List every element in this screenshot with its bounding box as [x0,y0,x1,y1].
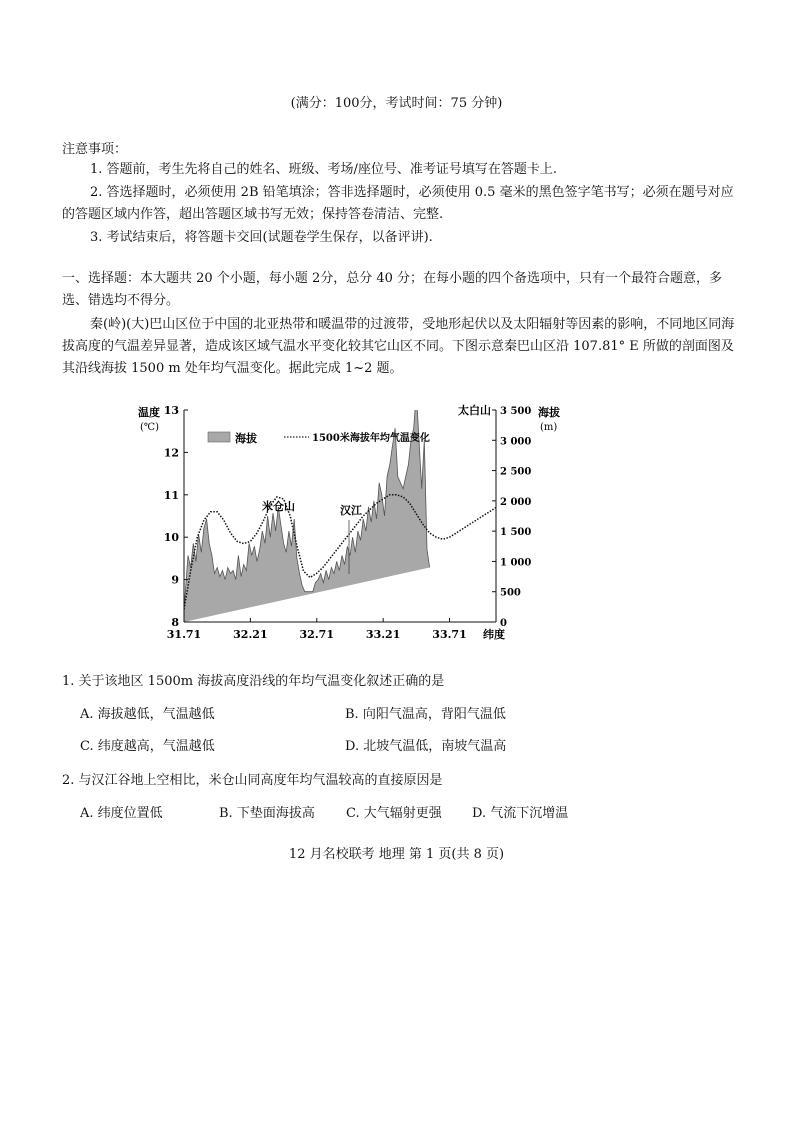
section-title: 一、选择题：本大题共 20 个小题，每小题 2分，总分 40 分；在每小题的四个备选项中，只有一个最符合题意，多选、错选均不得分。 [62,271,723,308]
q1-option-b: B. 向阳气温高，背阳气温低 [345,707,506,722]
annotation-taibai: 太白山 [458,404,491,417]
left-axis-label-2: (℃) [140,422,159,433]
left-tick-label: 9 [171,573,179,587]
right-tick-label: 2 000 [500,496,532,508]
x-tick-label: 32.71 [299,628,334,641]
q2-option-a: A. 纬度位置低 [80,806,163,821]
annotation-hanjiang: 汉江 [340,504,362,517]
elevation-area [184,392,430,622]
right-tick-label: 0 [500,618,507,629]
score-line: (满分：100分，考试时间：75 分钟) [290,96,503,111]
notice-item-3: 3. 考试结束后，将答题卡交回(试题卷学生保存，以备评讲). [90,230,433,245]
right-tick-label: 2 500 [500,466,532,478]
legend-temperature-label: 1500米海拔年均气温变化 [312,433,430,444]
annotation-micang: 米仓山 [262,500,295,513]
x-tick-label: 33.71 [432,628,467,641]
x-tick-label: 33.21 [365,628,401,641]
legend-elevation-swatch [208,432,230,442]
right-tick-label: 1 500 [500,527,532,539]
right-axis-label-2: (m) [540,422,558,433]
right-tick-label: 3 500 [500,406,532,417]
right-tick-label: 500 [500,587,521,599]
left-axis-label-1: 温度 [138,406,160,419]
q1-option-a: A. 海拔越低，气温越低 [80,707,215,722]
left-tick-label: 13 [163,404,179,417]
x-tick-label: 31.71 [166,628,202,641]
notice-title: 注意事项： [62,142,128,157]
q2-option-c: C. 大气辐射更强 [346,806,442,821]
right-tick-label: 3 000 [500,436,532,448]
q2-option-d: D. 气流下沉增温 [472,806,569,821]
profile-chart [134,398,560,648]
left-tick-label: 12 [163,446,179,460]
page-footer: 12 月名校联考 地理 第 1 页(共 8 页) [288,847,505,862]
right-tick-label: 1 000 [500,557,532,569]
legend-elevation-label: 海拔 [235,432,257,445]
q1-option-c: C. 纬度越高，气温越低 [80,739,215,754]
right-axis-label-1: 海拔 [538,406,560,419]
notice-item-1: 1. 答题前，考生先将自己的姓名、班级、考场/座位号、准考证号填写在答题卡上. [90,162,558,177]
left-tick-label: 11 [163,488,179,502]
question-2-stem: 2. 与汉江谷地上空相比，米仓山同高度年均气温较高的直接原因是 [62,773,443,788]
question-1-stem: 1. 关于该地区 1500m 海拔高度沿线的年均气温变化叙述正确的是 [62,674,445,689]
left-tick-label: 8 [171,616,179,629]
q1-option-d: D. 北坡气温低，南坡气温高 [345,739,507,754]
notice-item-2: 2. 答选择题时，必须使用 2B 铅笔填涂；答非选择题时，必须使用 0.5 毫米的黑色签字笔书写；必须在题号对应的答题区域内作答，超出答题区域书写无效；保持答卷清洁、完整. [62,185,734,222]
left-tick-label: 10 [163,531,179,545]
x-tick-label: 32.21 [233,628,268,641]
q2-option-b: B. 下垫面海拔高 [219,806,315,821]
passage: 秦(岭)(大)巴山区位于中国的北亚热带和暖温带的过渡带，受地形起伏以及太阳辐射等因素的影响，不同地区同海拔高度的气温差异显著，造成该区域气温水平变化较其它山区不同。下图示意秦巴山区沿 107.81° E 所做的剖面图及其沿线海拔 1500 m 处年均气温变化。据此完成 1~2 题。 [62,317,735,376]
x-axis-label: 纬度 [483,628,505,641]
